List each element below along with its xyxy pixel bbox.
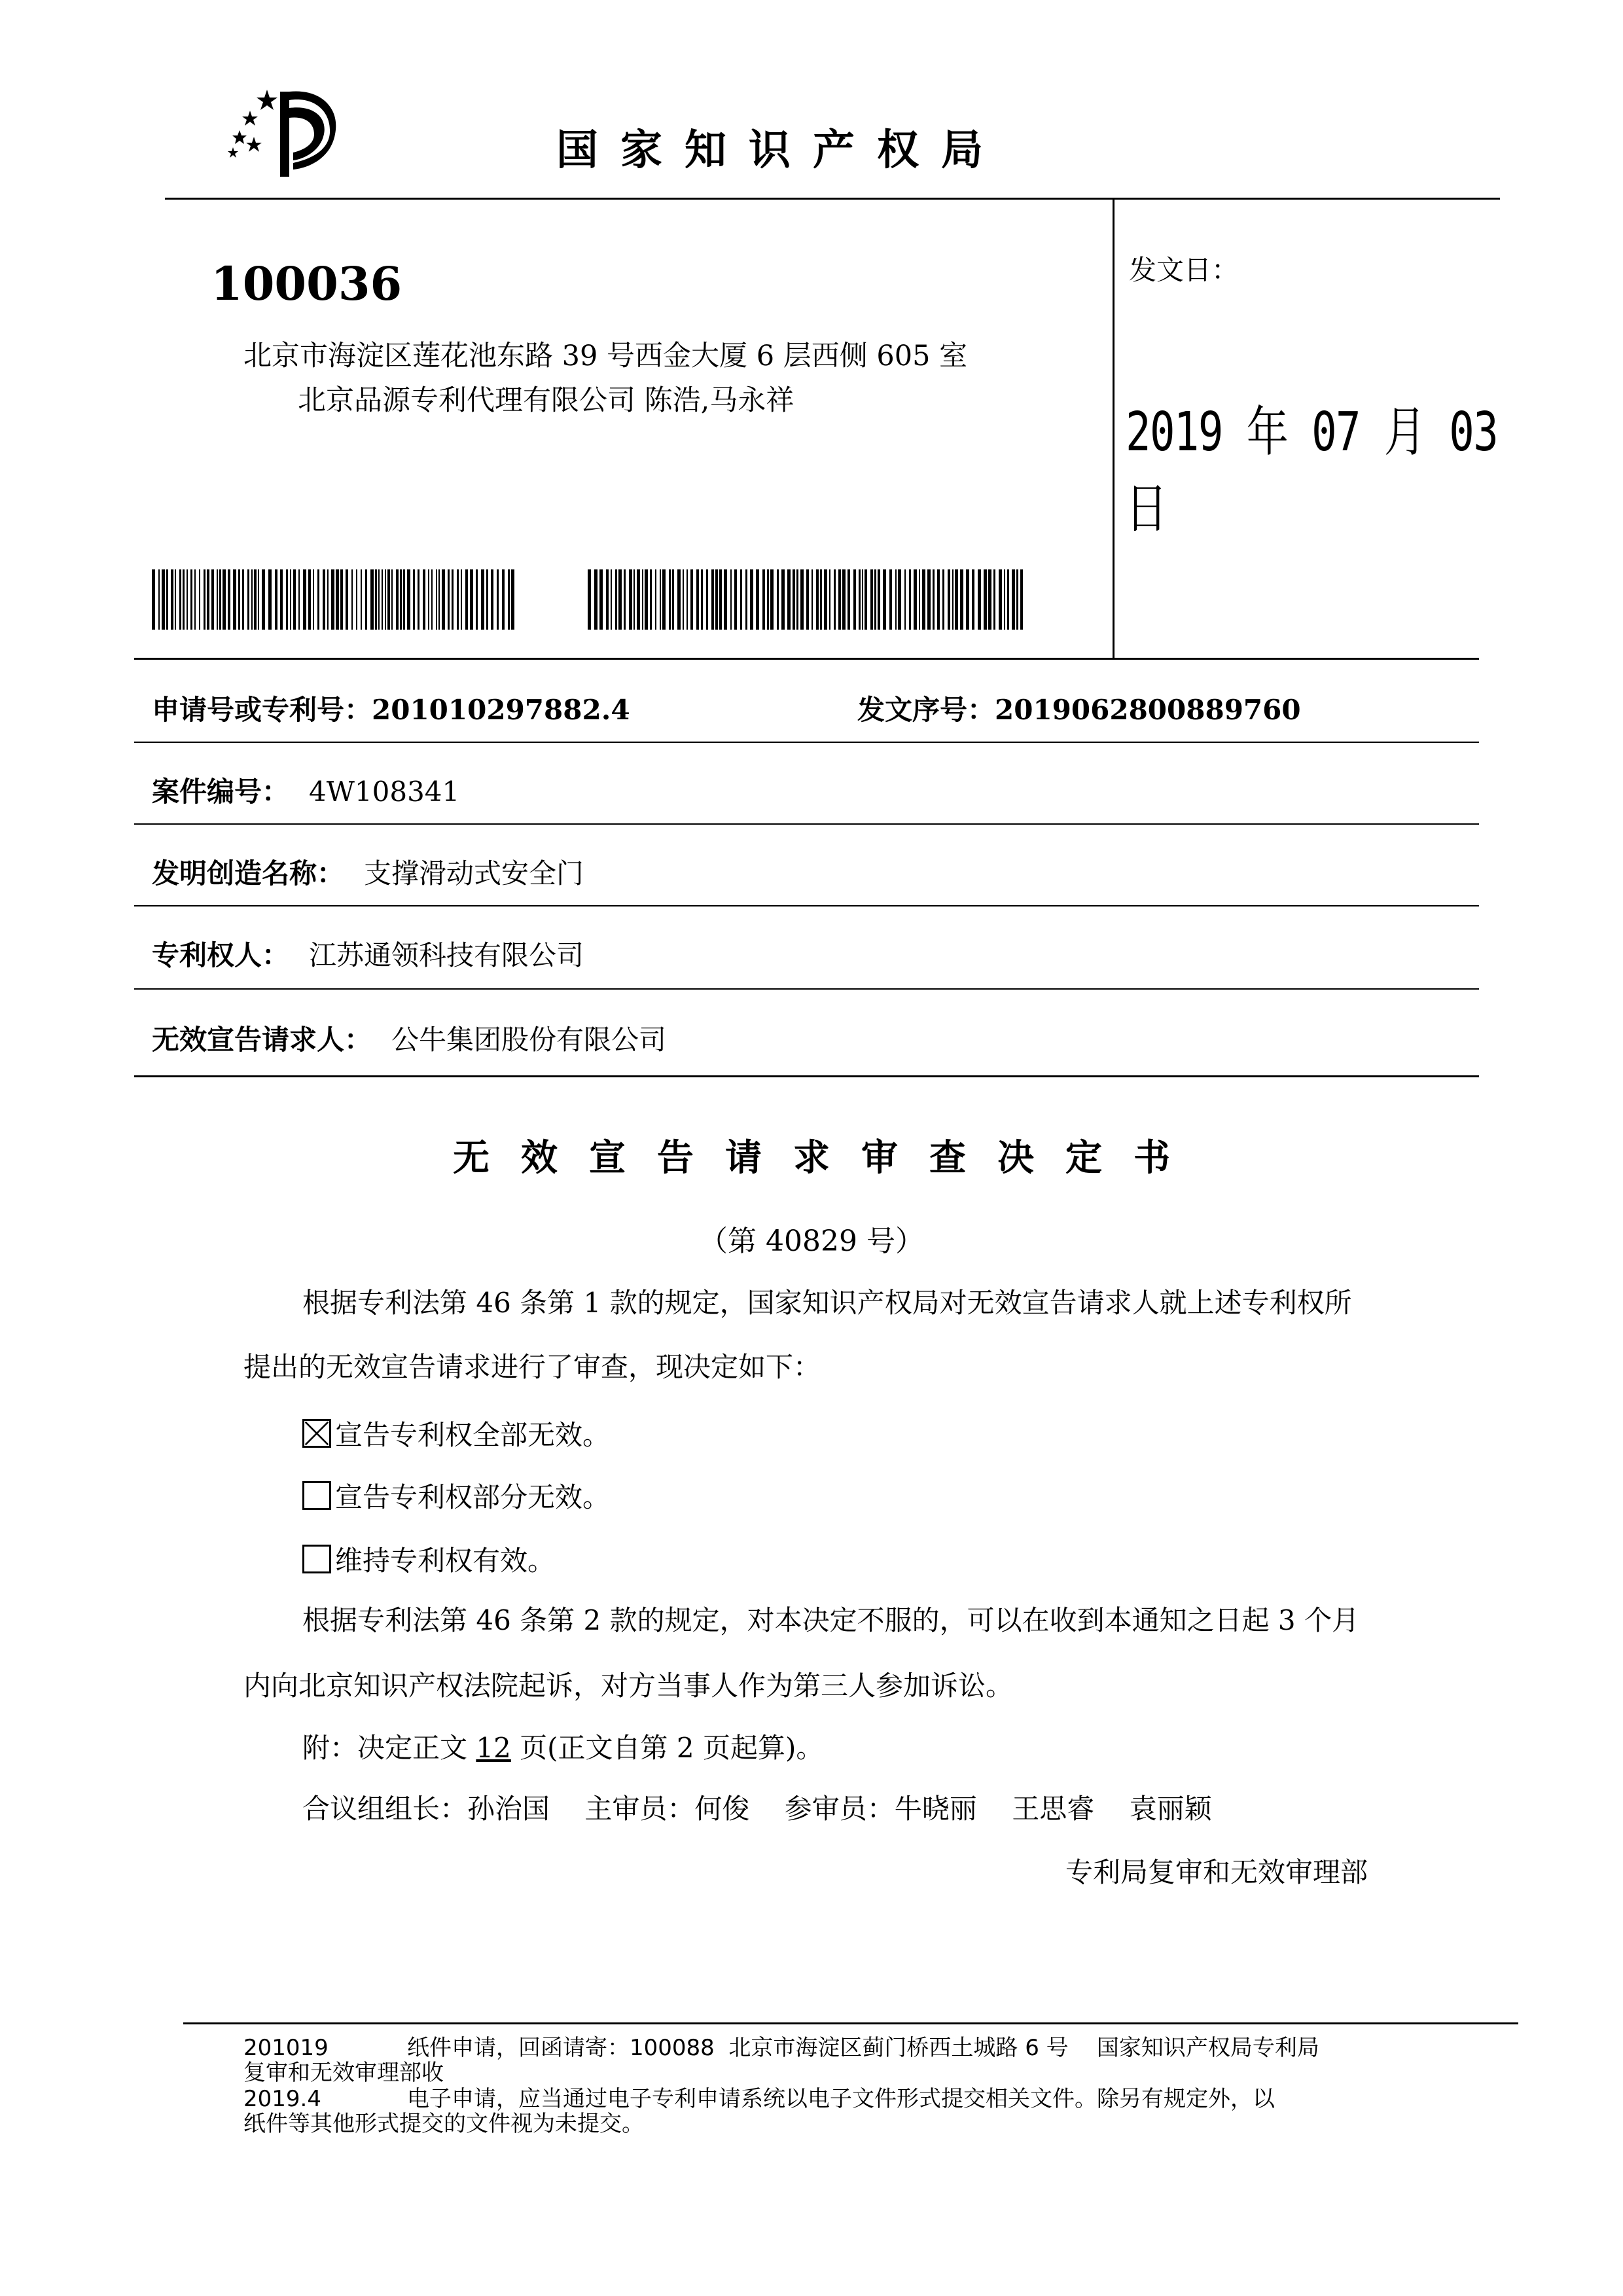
barcode-bar [396,569,399,630]
barcode-bar [800,569,804,630]
barcode-bar [781,569,785,630]
case-number-value: 4W108341 [309,776,460,808]
barcode-bar [323,569,325,630]
barcode-bar [937,569,940,630]
barcode-bar [637,569,640,630]
barcode-bar [588,569,591,630]
barcode-bar [1016,569,1018,630]
barcode-bar [223,569,226,630]
barcode-bar [820,569,822,630]
barcode-bar [183,569,185,630]
attachment-prefix: 附：决定正文 [302,1732,476,1764]
barcode-bar [687,569,688,630]
row-divider [134,988,1479,990]
attachment-line [302,1734,823,1762]
barcode-bar [972,569,974,630]
barcode-bar [280,569,283,630]
header-divider [165,198,1500,200]
barcode-bar [745,569,747,630]
barcode-bar [293,569,296,630]
issuing-department: 专利局复审和无效审理部 [1065,1856,1368,1888]
footer-paper-notice: 纸件申请，回函请寄：100088 北京市海淀区蓟门桥西土城路 6 号 国家知识产权局专利局 [407,2035,1319,2061]
serial-number-row [857,689,1301,728]
attachment-suffix: 页(正文自第 2 页起算)。 [510,1732,824,1764]
serial-number-label: 发文序号： [857,694,995,726]
barcode-bar [511,569,514,630]
barcode-bar [696,569,699,630]
barcode-bar [683,569,684,630]
barcode-bar [268,569,272,630]
barcode-bar [966,569,969,630]
serial-number-value: 2019062800889760 [995,694,1301,726]
barcode-bar [615,569,617,630]
barcode-bar [254,569,257,630]
barcode-bar [211,569,214,630]
decision-number: （第 40829 号） [699,1225,924,1258]
invention-title-value: 支撑滑动式安全门 [364,857,584,889]
barcode-bar [662,569,666,630]
issue-date-label: 发文日： [1129,254,1240,286]
barcode-bar [870,569,873,630]
barcode-bar [834,569,836,630]
barcode-bar [642,569,643,630]
barcode-bar [190,569,192,630]
barcode-bar [303,569,306,630]
option-maintain-valid [302,1539,555,1579]
barcode-bar [187,569,188,630]
barcode-bar [199,569,200,630]
requester-value: 公牛集团股份有限公司 [391,1024,667,1056]
case-number-label: 案件编号： [152,776,290,808]
address-date-divider [1113,198,1115,659]
requester-row [152,1018,666,1058]
barcode-bar [457,569,459,630]
barcode-bar [251,569,253,630]
barcode-bar [927,569,931,630]
row-divider [134,905,1479,906]
barcode-bar [375,569,377,630]
barcode-bar [914,569,917,630]
barcode-bar [762,569,765,630]
barcode-bar [889,569,892,630]
barcode-bar [594,569,597,630]
barcode-bar [308,569,311,630]
decision-paragraph-1: 根据专利法第 46 条第 1 款的规定，国家知识产权局对无效宣告请求人就上述专利权所 [302,1287,1352,1319]
barcode-bar [171,569,173,630]
barcode-bar [862,569,863,630]
barcode-bar [606,569,609,630]
barcode-bar [853,569,856,630]
invention-title-label: 发明创造名称： [152,857,345,889]
barcode-bar [701,569,703,630]
barcode-bar [787,569,791,630]
barcode-bar [847,569,850,630]
barcode-bar [942,569,944,630]
footer-electronic-notice-cont: 纸件等其他形式提交的文件视为未提交。 [243,2111,644,2137]
decision-paragraph-1-cont: 提出的无效宣告请求进行了审查，现决定如下： [243,1351,821,1383]
decision-paragraph-2-cont: 内向北京知识产权法院起诉，对方当事人作为第三人参加诉讼。 [243,1670,1014,1702]
barcode-bar [346,569,348,630]
decision-title: 无效宣告请求审查决定书 [453,1137,1202,1179]
barcode-bar [978,569,981,630]
barcode-bar [984,569,987,630]
checked-box-icon [302,1419,331,1448]
barcode-bar [824,569,827,630]
barcode-bar [770,569,774,630]
barcode-bar [1004,569,1005,630]
barcode-bar [158,569,160,630]
barcode-bar [370,569,374,630]
barcode-bar [351,569,353,630]
barcode-bar [217,569,218,630]
barcode-bar [152,569,155,630]
barcode-bar [233,569,236,630]
barcode-bar [385,569,386,630]
row-divider [134,658,1479,660]
barcode-bar [317,569,319,630]
barcode-bar [452,569,454,630]
barcode-bar [633,569,635,630]
barcode-bar [909,569,911,630]
barcode-bar [690,569,693,630]
barcode-bar [948,569,950,630]
barcode-bar [859,569,861,630]
barcode-bar [298,569,300,630]
barcode-bar [767,569,769,630]
barcode-bar [777,569,779,630]
barcode-bar [706,569,708,630]
barcode-bar [806,569,809,630]
barcode-bar [356,569,357,630]
barcode-bar [361,569,362,630]
agency-line: 北京品源专利代理有限公司 陈浩,马永祥 [298,384,794,417]
attachment-pages: 12 [476,1732,511,1764]
option-label: 宣告专利权全部无效。 [335,1419,611,1451]
barcode-bar [793,569,795,630]
barcode-bar [878,569,880,630]
invention-title-row [152,852,584,891]
barcode-bar [645,569,648,630]
option-invalid-partial [302,1476,610,1515]
barcode-bar [179,569,181,630]
barcode-bar [327,569,329,630]
barcode-bar [378,569,380,630]
patentee-label: 专利权人： [152,939,290,971]
barcode-bar [816,569,819,630]
barcode-bar [242,569,244,630]
case-number-row [152,770,459,810]
barcode-bar [719,569,722,630]
barcode-bar [258,569,259,630]
barcode-bar [993,569,995,630]
barcode-bar [431,569,433,630]
barcode-bar [952,569,954,630]
barcode-bar [629,569,632,630]
barcode-bar [238,569,240,630]
barcode-bar [403,569,405,630]
office-title: 国家知识产权局 [556,126,1005,175]
barcode-bar [955,569,958,630]
decision-paragraph-2: 根据专利法第 46 条第 2 款的规定，对本决定不服的，可以在收到本通知之日起 3 个月 [302,1604,1359,1636]
barcode-bar [508,569,510,630]
barcode-right [588,569,1025,630]
barcode-bar [874,569,876,630]
barcode-bar [476,569,478,630]
barcode-bar [204,569,205,630]
footer-version-code: 2019.4 [243,2086,321,2112]
barcode-bar [904,569,906,630]
barcode-bar [756,569,759,630]
barcode-bar [838,569,841,630]
barcode-bar [842,569,846,630]
barcode-bar [715,569,718,630]
barcode-bar [611,569,612,630]
application-number-row [152,689,630,728]
barcode-bar [1007,569,1009,630]
option-label: 宣告专利权部分无效。 [335,1481,611,1513]
barcode-bar [829,569,830,630]
barcode-bar [407,569,410,630]
barcode-bar [740,569,742,630]
barcode-bar [400,569,402,630]
barcode-bar [391,569,393,630]
patentee-row [152,934,584,973]
unchecked-box-icon [302,1545,331,1573]
barcode-bar [599,569,603,630]
barcode-bar [423,569,425,630]
barcode-bar [491,569,493,630]
barcode-bar [1012,569,1015,630]
application-number-value: 201010297882.4 [372,694,630,726]
barcode-bar [207,569,209,630]
patentee-value: 江苏通领科技有限公司 [309,939,584,971]
barcode-bar [438,569,440,630]
barcode-bar [960,569,963,630]
postcode: 100036 [211,257,402,311]
application-number-label: 申请号或专利号： [152,694,372,726]
barcode-bar [650,569,652,630]
footer-electronic-notice: 电子申请，应当通过电子专利申请系统以电子文件形式提交相关文件。除另有规定外，以 [407,2086,1275,2112]
issue-date-value: 2019 年 07 月 03 日 [1126,401,1498,540]
barcode-bar [461,569,462,630]
barcode-bar [166,569,168,630]
barcode-bar [672,569,674,630]
barcode-bar [313,569,314,630]
barcode-bar [275,569,277,630]
footer-divider [183,2022,1518,2024]
barcode-bar [219,569,221,630]
barcode-bar [933,569,935,630]
barcode-bar [413,569,415,630]
barcode-bar [750,569,753,630]
barcode-bar [618,569,622,630]
option-label: 维持专利权有效。 [335,1545,556,1577]
barcode-bar [448,569,450,630]
barcode-bar [336,569,339,630]
barcode-bar [365,569,367,630]
barcode-bar [465,569,468,630]
barcode-bar [387,569,390,630]
barcode-bar [162,569,165,630]
barcode-bar [262,569,265,630]
barcode-bar [331,569,334,630]
barcode-bar [247,569,249,630]
barcode-bar [812,569,813,630]
barcode-bar [724,569,727,630]
row-divider [134,742,1479,743]
barcode-bar [865,569,867,630]
unchecked-box-icon [302,1481,331,1510]
barcode-bar [922,569,925,630]
barcode-bar [988,569,991,630]
barcode-bar [677,569,681,630]
barcode-bar [669,569,671,630]
row-divider [134,1075,1479,1077]
option-invalid-all [302,1414,610,1453]
barcode-bar [228,569,230,630]
barcode-bar [999,569,1002,630]
barcode-bar [481,569,484,630]
barcode-bar [660,569,661,630]
barcode-bar [730,569,732,630]
barcode-bar [486,569,488,630]
barcode-bar [1020,569,1023,630]
barcode-bar [919,569,920,630]
barcode-bar [382,569,383,630]
barcode-bar [796,569,798,630]
panel-members: 合议组组长：孙治国 主审员：何俊 参审员：牛晓丽 王思睿 袁丽颖 [302,1793,1212,1825]
barcode-bar [418,569,419,630]
barcode-bar [340,569,343,630]
barcode-bar [428,569,429,630]
barcode-bar [470,569,473,630]
barcode-bar [655,569,656,630]
barcode-bar [194,569,196,630]
barcode-bar [286,569,288,630]
barcode-bar [497,569,499,630]
barcode-bar [895,569,897,630]
barcode-bar [734,569,737,630]
address-line: 北京市海淀区莲花池东路 39 号西金大厦 6 层西侧 605 室 [243,340,968,372]
footer-paper-notice-cont: 复审和无效审理部收 [243,2060,444,2086]
requester-label: 无效宣告请求人： [152,1024,372,1056]
footer-form-code: 201019 [243,2035,329,2061]
barcode-bar [883,569,886,630]
barcode-bar [624,569,626,630]
barcode-bar [502,569,505,630]
barcode-bar [711,569,714,630]
cnipa-logo-icon [216,82,340,180]
barcode-bar [290,569,291,630]
barcode-bar [436,569,437,630]
barcode-left [152,569,518,630]
row-divider [134,823,1479,825]
barcode-bar [175,569,176,630]
barcode-bar [442,569,445,630]
barcode-bar [898,569,901,630]
